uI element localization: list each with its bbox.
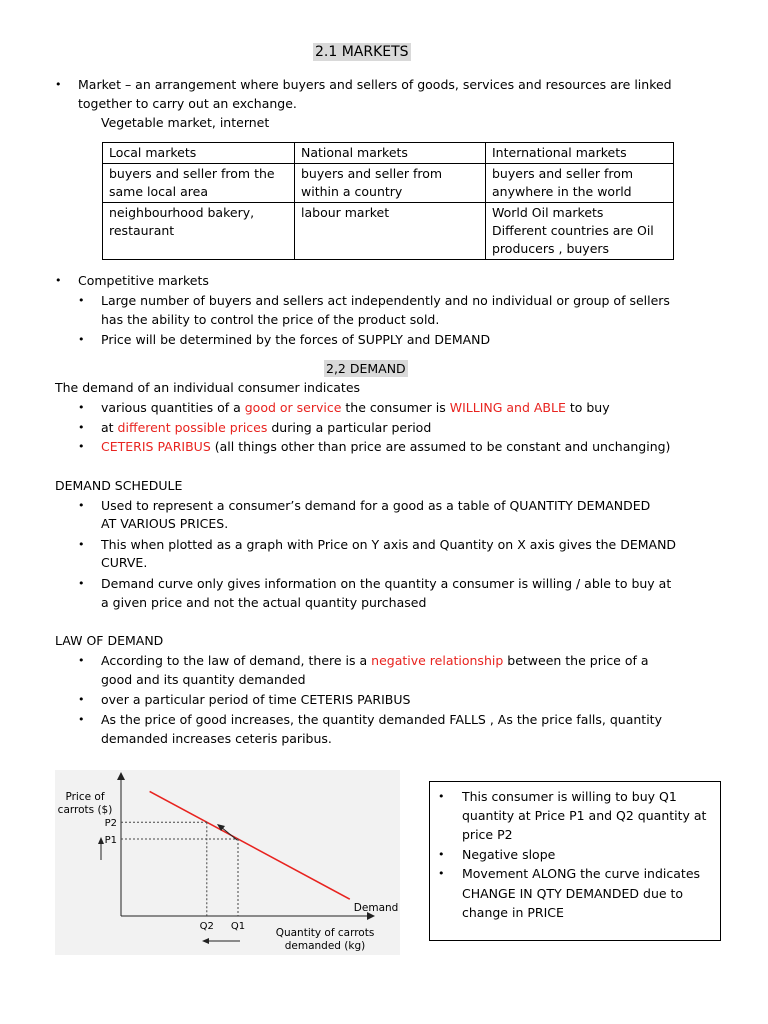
y-tick-p2: P2 bbox=[104, 818, 117, 830]
info-bullet1-line3: price P2 bbox=[462, 827, 513, 842]
bullet: • bbox=[78, 294, 85, 307]
table-cell: World Oil markets Different countries are Oil producers , buyers bbox=[486, 203, 674, 260]
law-bullet1-line2: good and its quantity demanded bbox=[101, 672, 306, 687]
table-header-cell: International markets bbox=[486, 143, 674, 164]
info-bullet2: Negative slope bbox=[462, 847, 556, 862]
markets-heading: 2.1 MARKETS bbox=[315, 44, 409, 60]
bullet: • bbox=[78, 713, 85, 726]
table-cell: buyers and seller from within a country bbox=[295, 164, 486, 203]
schedule-bullet2-line1: This when plotted as a graph with Price on Y axis and Quantity on X axis gives the DEMAND bbox=[101, 537, 677, 552]
bullet: • bbox=[55, 78, 62, 91]
demand-chart bbox=[55, 770, 400, 955]
demand-bullet3: CETERIS PARIBUS (all things other than price are assumed to be constant and unchanging) bbox=[101, 439, 671, 454]
info-bullet1-line1: This consumer is willing to buy Q1 bbox=[462, 789, 677, 804]
law-bullet3-line2: demanded increases ceteris paribus. bbox=[101, 731, 332, 746]
bullet: • bbox=[78, 577, 85, 590]
schedule-bullet3-line2: a given price and not the actual quantity purchased bbox=[101, 595, 427, 610]
law-bullet1-line1: According to the law of demand, there is a negative relationship between the price of a bbox=[101, 653, 649, 668]
law-bullet3-line1: As the price of good increases, the quantity demanded FALLS , As the price falls, quantity bbox=[101, 712, 662, 727]
bullet: • bbox=[78, 538, 85, 551]
info-bullet1-line2: quantity at Price P1 and Q2 quantity at bbox=[462, 808, 707, 823]
x-tick-q1: Q1 bbox=[230, 921, 246, 932]
info-bullet3-line1: Movement ALONG the curve indicates bbox=[462, 866, 701, 881]
bullet: • bbox=[78, 401, 85, 414]
table-cell: labour market bbox=[295, 203, 486, 260]
table-cell: neighbourhood bakery, restaurant bbox=[103, 203, 295, 260]
demand-bullet2: at different possible prices during a particular period bbox=[101, 420, 432, 435]
bullet: • bbox=[78, 654, 85, 667]
table-header-cell: Local markets bbox=[103, 143, 295, 164]
table-row bbox=[103, 164, 674, 203]
info-bullet3-line3: change in PRICE bbox=[462, 905, 564, 920]
table-header-cell: National markets bbox=[295, 143, 486, 164]
bullet: • bbox=[438, 867, 445, 880]
market-definition-line1: Market – an arrangement where buyers and sellers of goods, services and resources are linked bbox=[78, 77, 672, 92]
schedule-title: DEMAND SCHEDULE bbox=[55, 478, 183, 493]
demand-bullet1: various quantities of a good or service the consumer is WILLING and ABLE to buy bbox=[101, 400, 610, 415]
schedule-bullet2-line2: CURVE. bbox=[101, 555, 148, 570]
x-axis-label-line2: demanded (kg) bbox=[284, 940, 366, 952]
bullet: • bbox=[78, 333, 85, 346]
schedule-bullet1-line2: AT VARIOUS PRICES. bbox=[101, 516, 229, 531]
market-definition-line2: together to carry out an exchange. bbox=[78, 96, 297, 111]
table-header-row bbox=[103, 143, 674, 164]
competitive-bullet1-line1: Large number of buyers and sellers act independently and no individual or group of sellers bbox=[101, 293, 670, 308]
bullet: • bbox=[438, 848, 445, 861]
schedule-bullet3-line1: Demand curve only gives information on the quantity a consumer is willing / able to buy at bbox=[101, 576, 672, 591]
info-bullet3-line2: CHANGE IN QTY DEMANDED due to bbox=[462, 886, 684, 901]
table-cell: buyers and seller from anywhere in the world bbox=[486, 164, 674, 203]
bullet: • bbox=[78, 499, 85, 512]
bullet: • bbox=[78, 421, 85, 434]
y-axis-label-line2: carrots ($) bbox=[57, 804, 113, 816]
market-examples: Vegetable market, internet bbox=[101, 115, 270, 130]
demand-heading: 2,2 DEMAND bbox=[326, 361, 406, 376]
bullet: • bbox=[78, 693, 85, 706]
y-axis-label-line1: Price of bbox=[65, 791, 105, 803]
x-axis-label-line1: Quantity of carrots bbox=[275, 927, 375, 939]
bullet: • bbox=[55, 274, 62, 287]
info-box bbox=[429, 781, 721, 941]
demand-intro: The demand of an individual consumer indicates bbox=[55, 380, 361, 395]
bullet: • bbox=[78, 440, 85, 453]
competitive-title: Competitive markets bbox=[78, 273, 209, 288]
demand-curve-label: Demand bbox=[353, 902, 399, 915]
law-title: LAW OF DEMAND bbox=[55, 633, 164, 648]
competitive-bullet1-line2: has the ability to control the price of the product sold. bbox=[101, 312, 440, 327]
markets-table bbox=[102, 142, 674, 260]
table-cell: buyers and seller from the same local area bbox=[103, 164, 295, 203]
bullet: • bbox=[438, 790, 445, 803]
law-bullet2: over a particular period of time CETERIS PARIBUS bbox=[101, 692, 411, 707]
x-tick-q2: Q2 bbox=[199, 921, 214, 932]
competitive-bullet2: Price will be determined by the forces of SUPPLY and DEMAND bbox=[101, 332, 491, 347]
y-tick-p1: P1 bbox=[104, 835, 117, 846]
schedule-bullet1-line1: Used to represent a consumer’s demand for a good as a table of QUANTITY DEMANDED bbox=[101, 498, 651, 513]
table-row bbox=[103, 203, 674, 260]
